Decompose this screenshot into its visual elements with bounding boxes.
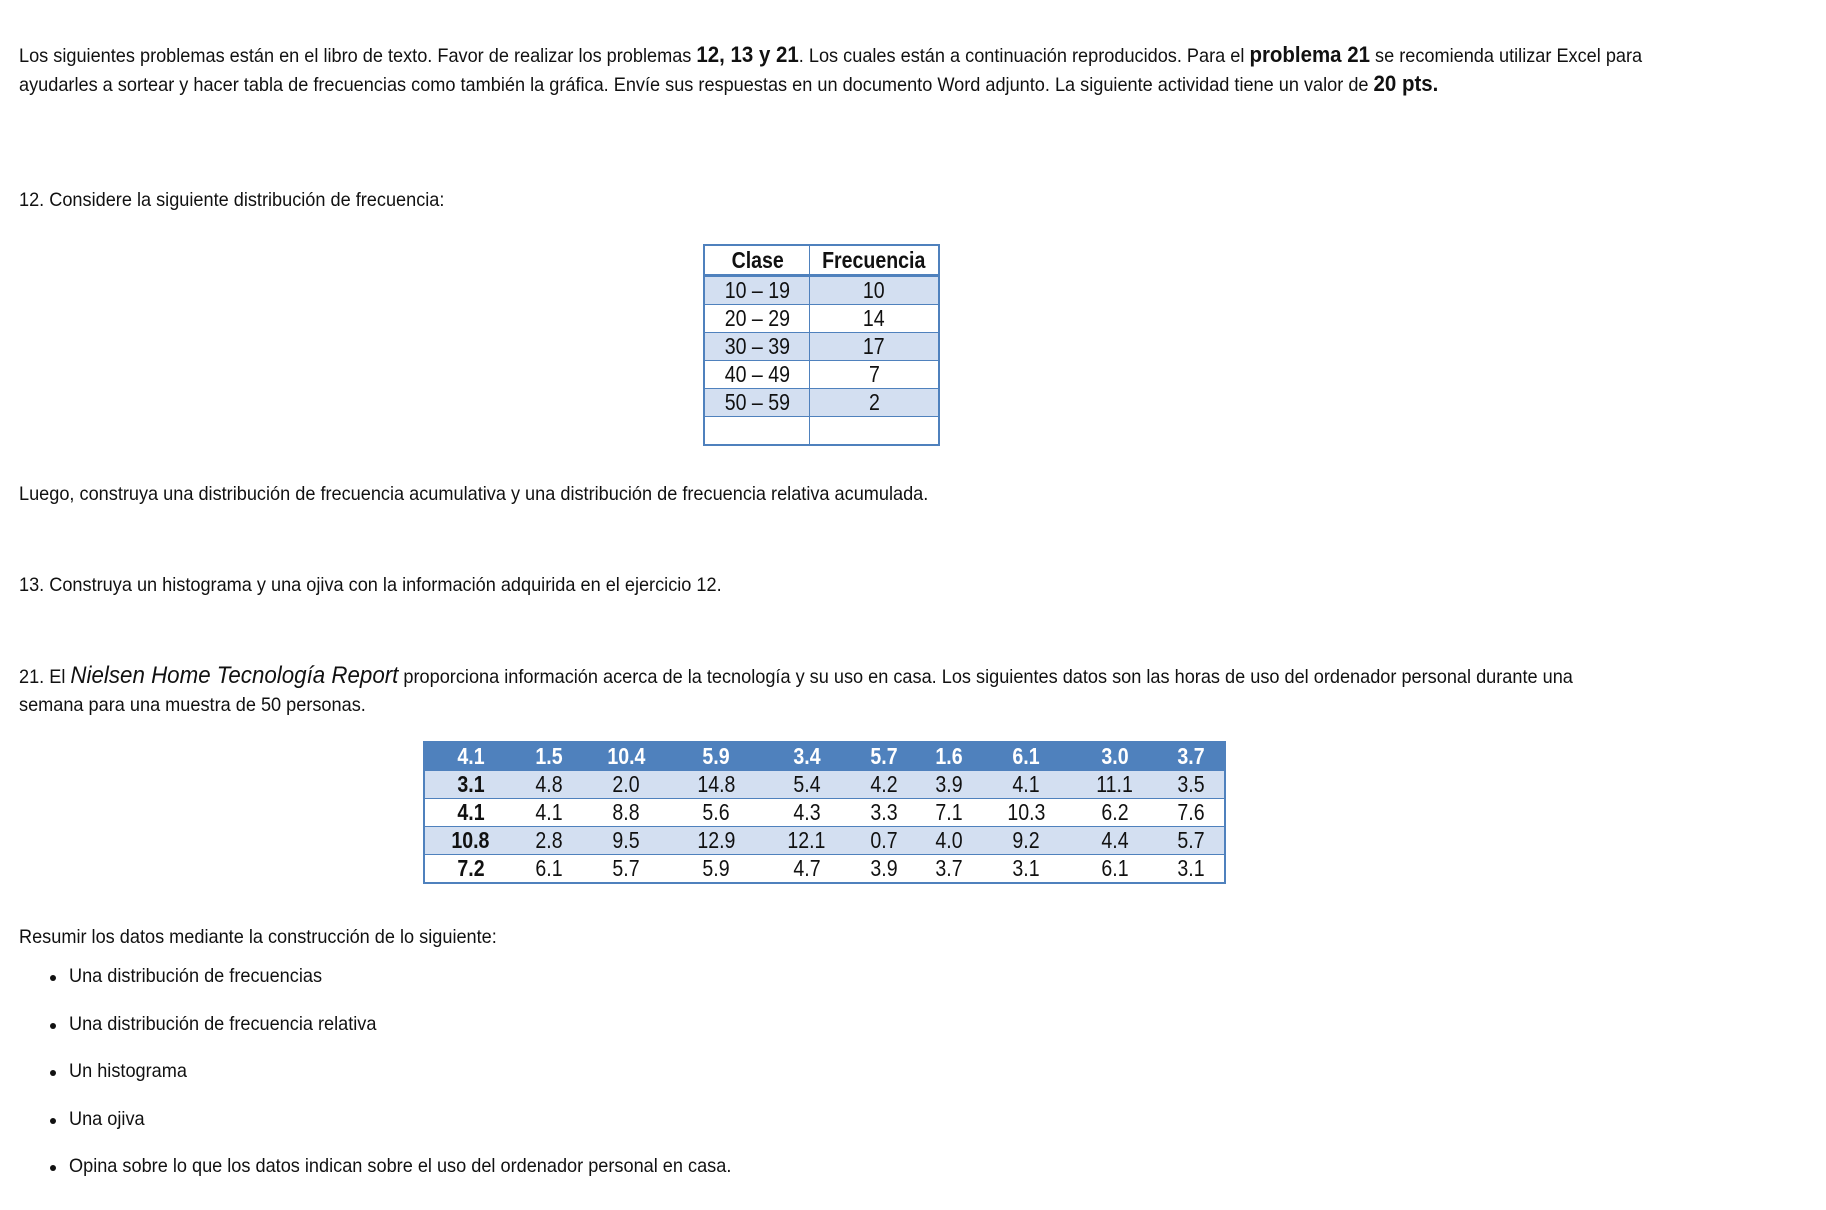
task-list bbox=[19, 962, 781, 1200]
problem-12-text: 12. Considere la siguiente distribución de frecuencia: bbox=[19, 189, 445, 211]
bullet-icon bbox=[50, 1118, 56, 1124]
table-cell: 14.8 bbox=[671, 771, 761, 799]
table-cell: 50 – 59 bbox=[704, 389, 810, 417]
table-cell: 3.1 bbox=[1158, 855, 1225, 884]
table-cell: 0.7 bbox=[852, 827, 917, 855]
table-cell: 30 – 39 bbox=[704, 333, 810, 361]
table-cell: 10.3 bbox=[981, 799, 1071, 827]
table-cell: 1.6 bbox=[917, 742, 982, 771]
table-row bbox=[424, 827, 1225, 855]
list-item bbox=[19, 1105, 781, 1153]
table-cell: 5.7 bbox=[852, 742, 917, 771]
table-cell: 6.2 bbox=[1071, 799, 1158, 827]
problem-12-followup: Luego, construya una distribución de frecuencia acumulativa y una distribución de frecuencia relativa acumulada. bbox=[19, 483, 929, 505]
list-item-label: Una distribución de frecuencia relativa bbox=[69, 1012, 377, 1035]
table-row bbox=[704, 361, 939, 389]
table-cell: 3.9 bbox=[917, 771, 982, 799]
table-cell: 3.0 bbox=[1071, 742, 1158, 771]
column-header-clase: Clase bbox=[704, 245, 810, 276]
bullet-icon bbox=[50, 975, 56, 981]
table-cell: 7.2 bbox=[424, 855, 516, 884]
table-row bbox=[424, 855, 1225, 884]
table-cell: 3.7 bbox=[1158, 742, 1225, 771]
list-item-label: Un histograma bbox=[69, 1060, 187, 1082]
table-cell: 20 – 29 bbox=[704, 305, 810, 333]
intro-paragraph bbox=[19, 41, 1647, 99]
table-cell: 3.5 bbox=[1158, 771, 1225, 799]
usage-data-table bbox=[423, 741, 1226, 884]
frequency-table bbox=[703, 244, 940, 446]
intro-text-2: . Los cuales están a continuación reproducidos. Para el bbox=[798, 45, 1250, 67]
table-header-row bbox=[424, 742, 1225, 771]
table-cell: 9.5 bbox=[581, 827, 671, 855]
table-row bbox=[704, 276, 939, 305]
table-cell: 8.8 bbox=[581, 799, 671, 827]
problem-13-text: 13. Construya un histograma y una ojiva con la información adquirida en el ejercicio 12. bbox=[19, 574, 722, 596]
intro-text-1: Los siguientes problemas están en el libro de texto. Favor de realizar los problemas bbox=[19, 45, 697, 67]
table-cell: 4.1 bbox=[981, 771, 1071, 799]
table-cell: 10 – 19 bbox=[704, 276, 810, 305]
table-cell bbox=[704, 417, 810, 446]
list-item-label: Opina sobre lo que los datos indican sobre el uso del ordenador personal en casa. bbox=[69, 1155, 732, 1177]
table-cell: 3.1 bbox=[424, 771, 516, 799]
table-cell: 4.1 bbox=[424, 799, 516, 827]
table-cell: 4.4 bbox=[1071, 827, 1158, 855]
problem-21-summarize: Resumir los datos mediante la construcción de lo siguiente: bbox=[19, 926, 497, 948]
table-cell: 5.4 bbox=[762, 771, 852, 799]
table-cell: 4.7 bbox=[762, 855, 852, 884]
table-cell: 6.1 bbox=[1071, 855, 1158, 884]
table-cell: 3.4 bbox=[762, 742, 852, 771]
table-cell: 5.9 bbox=[671, 742, 761, 771]
table-cell: 4.1 bbox=[516, 799, 581, 827]
table-cell: 10.4 bbox=[581, 742, 671, 771]
table-cell: 17 bbox=[810, 333, 939, 361]
bullet-icon bbox=[50, 1023, 56, 1029]
table-cell: 5.9 bbox=[671, 855, 761, 884]
table-cell: 4.2 bbox=[852, 771, 917, 799]
table-row bbox=[704, 389, 939, 417]
list-item bbox=[19, 1152, 781, 1200]
table-cell: 5.7 bbox=[1158, 827, 1225, 855]
intro-problems-bold: 12, 13 y 21 bbox=[696, 42, 799, 67]
table-cell: 2.8 bbox=[516, 827, 581, 855]
table-cell: 9.2 bbox=[981, 827, 1071, 855]
table-cell: 4.3 bbox=[762, 799, 852, 827]
table-cell: 11.1 bbox=[1071, 771, 1158, 799]
problem-21-report-title: Nielsen Home Tecnología Report bbox=[70, 662, 399, 689]
list-item-label: Una ojiva bbox=[69, 1107, 145, 1130]
list-item bbox=[19, 1010, 781, 1058]
table-cell: 3.7 bbox=[917, 855, 982, 884]
table-cell: 2.0 bbox=[581, 771, 671, 799]
table-header-row bbox=[704, 245, 939, 276]
table-cell: 7.1 bbox=[917, 799, 982, 827]
table-cell: 10 bbox=[810, 276, 939, 305]
table-cell: 5.6 bbox=[671, 799, 761, 827]
table-cell: 7 bbox=[810, 361, 939, 389]
table-row bbox=[424, 771, 1225, 799]
table-cell: 3.9 bbox=[852, 855, 917, 884]
intro-text-3: se recomienda utilizar Excel para ayudarles a sortear y hacer tabla de frecuencias como también la gráfica. Envíe sus respuestas en un documento Word adjunto. La siguiente actividad tiene un valor de bbox=[19, 45, 1643, 96]
bullet-icon bbox=[50, 1070, 56, 1076]
list-item bbox=[19, 962, 781, 1010]
problem-21-prefix: 21. El bbox=[19, 666, 71, 688]
list-item-label: Una distribución de frecuencias bbox=[69, 965, 323, 987]
intro-problem21-bold: problema 21 bbox=[1249, 42, 1370, 67]
table-cell: 4.0 bbox=[917, 827, 982, 855]
table-cell: 12.1 bbox=[762, 827, 852, 855]
intro-points-bold: 20 pts. bbox=[1373, 71, 1439, 96]
table-cell: 4.8 bbox=[516, 771, 581, 799]
table-cell: 1.5 bbox=[516, 742, 581, 771]
table-cell: 5.7 bbox=[581, 855, 671, 884]
table-cell: 4.1 bbox=[424, 742, 516, 771]
table-cell bbox=[810, 417, 939, 446]
problem-21-text bbox=[19, 662, 1600, 719]
table-row bbox=[704, 305, 939, 333]
table-cell: 14 bbox=[810, 305, 939, 333]
table-cell: 6.1 bbox=[516, 855, 581, 884]
table-cell: 2 bbox=[810, 389, 939, 417]
list-item bbox=[19, 1057, 781, 1105]
table-cell: 12.9 bbox=[671, 827, 761, 855]
table-row bbox=[704, 417, 939, 446]
table-cell: 10.8 bbox=[424, 827, 516, 855]
column-header-frecuencia: Frecuencia bbox=[810, 245, 939, 276]
table-cell: 3.1 bbox=[981, 855, 1071, 884]
table-cell: 7.6 bbox=[1158, 799, 1225, 827]
table-row bbox=[704, 333, 939, 361]
problem-21-suffix: proporciona información acerca de la tecnología y su uso en casa. Los siguientes datos son las horas de uso del ordenador personal durante una semana para una muestra de 50 personas. bbox=[19, 666, 1573, 716]
table-cell: 6.1 bbox=[981, 742, 1071, 771]
table-cell: 3.3 bbox=[852, 799, 917, 827]
table-cell: 40 – 49 bbox=[704, 361, 810, 389]
bullet-icon bbox=[50, 1165, 56, 1171]
table-row bbox=[424, 799, 1225, 827]
